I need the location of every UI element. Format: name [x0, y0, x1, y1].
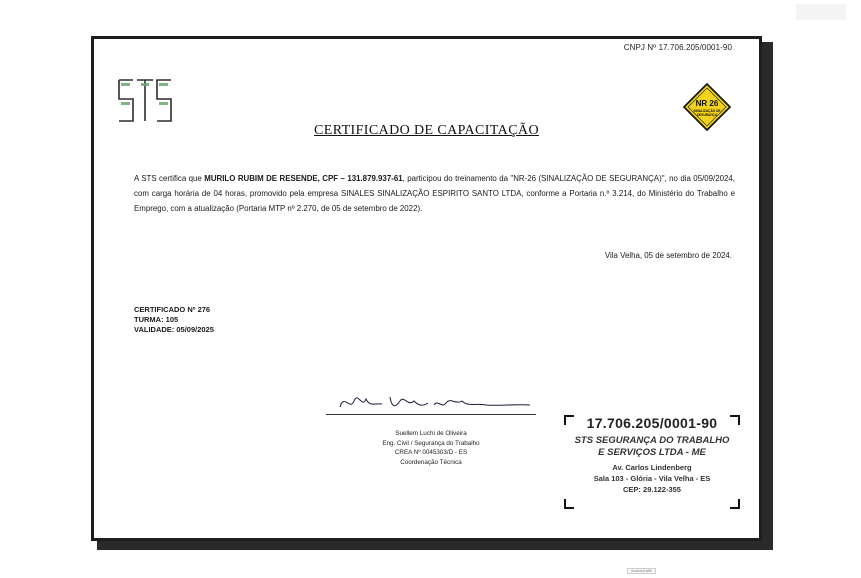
sts-logo-icon	[116, 77, 174, 127]
certificate-validity: VALIDADE: 05/09/2025	[134, 325, 214, 334]
city-date: Vila Velha, 05 de setembro de 2024.	[604, 251, 732, 260]
company-stamp	[564, 411, 740, 511]
body-details: , participou do treinamento da "NR-26 (SINALIZAÇÃO DE SEGURANÇA)", no dia 05/09/2024, com carga horária de 04 horas, promovido pela empresa SINALES SINALIZAÇÃO ESPIRITO SANTO LTDA, conforme a Portaria n.º 3.214, do Ministério do Trabalho e Emprego, com a atualização (Portaria MTP nº 2.270, de 05 de setembro de 2022).	[134, 174, 735, 213]
stamp-corner	[730, 499, 740, 509]
signature-icon	[330, 387, 540, 417]
badge-line2: SEGURANÇA	[696, 113, 718, 117]
certificate-turma: TURMA: 105	[134, 315, 179, 324]
header-cnpj: CNPJ Nº 17.706.205/0001-90	[623, 43, 732, 52]
stamp-room: Sala 103 - Glória - Vila Velha - ES	[593, 474, 711, 483]
certificate-title: CERTIFICADO DE CAPACITAÇÃO	[314, 123, 539, 138]
stamp-cnpj: 17.706.205/0001-90	[586, 415, 718, 431]
stamp-company-line2: E SERVIÇOS LTDA - ME	[598, 447, 706, 458]
scan-artifact	[796, 4, 846, 20]
signature-line	[326, 414, 536, 415]
signer-name: Suellem Luchi de Oliveira	[395, 430, 467, 437]
cpf-label: , CPF –	[317, 174, 348, 183]
stamp-cep: CEP: 29.122-355	[623, 485, 681, 494]
stamp-address: Av. Carlos Lindenberg	[612, 463, 692, 472]
scanner-watermark: Scanned with	[627, 568, 656, 574]
participant-name: MURILO RUBIM DE RESENDE	[204, 174, 318, 183]
certificate-info	[134, 305, 214, 335]
badge-code: NR 26	[695, 99, 719, 108]
certificate-sheet	[91, 36, 762, 541]
body-intro: A STS certifica que	[134, 174, 205, 183]
certificate-body	[134, 171, 735, 216]
participant-cpf: 131.879.937-61	[347, 174, 403, 183]
stamp-company-line1: STS SEGURANÇA DO TRABALHO	[574, 435, 730, 446]
badge-line1: SINALIZAÇÃO DE	[693, 109, 721, 113]
certificate-number: CERTIFICADO Nº 276	[134, 305, 211, 314]
signer-block	[326, 429, 536, 467]
signer-crea: CREA Nº 0045303/D - ES	[394, 449, 468, 456]
signer-dept: Coordenação Técnica	[400, 458, 462, 466]
signer-role: Eng. Civil / Segurança do Trabalho	[382, 439, 480, 447]
stamp-corner	[564, 499, 574, 509]
